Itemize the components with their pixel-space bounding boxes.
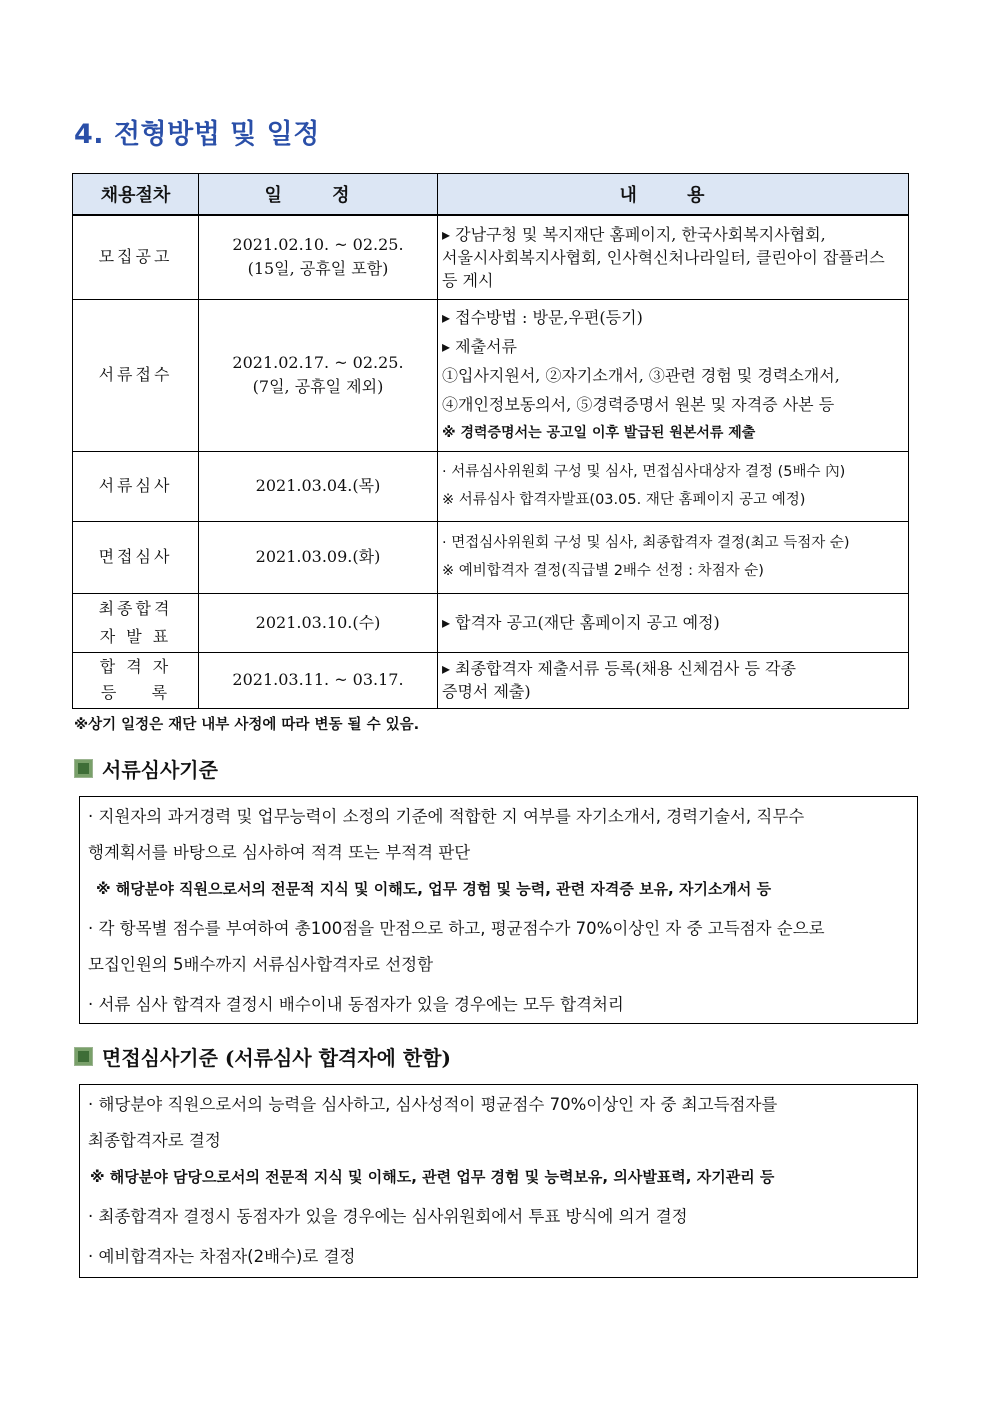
date-line: 2021.03.11. ~ 03.17. (232, 670, 404, 689)
criteria-line: 최종합격자로 결정 (88, 1131, 221, 1150)
interview-review-box (79, 1084, 918, 1278)
schedule-table (72, 173, 909, 709)
content-line: · 서류심사위원회 구성 및 심사, 면접심사대상자 결정 (5배수 內) (442, 464, 846, 480)
step-line: 합 격 자 (99, 657, 172, 676)
content-note: ※ 경력증명서는 공고일 이후 발급된 원본서류 제출 (442, 424, 756, 441)
content-cell (438, 521, 909, 593)
content-line: ※ 서류심사 합격자발표(03.05. 재단 홈페이지 공고 예정) (442, 492, 806, 508)
interview-review-title: 면접심사기준 (서류심사 합격자에 한함) (102, 1046, 451, 1070)
content-line: ▸ 최종합격자 제출서류 등록(채용 신체검사 등 각종 (442, 659, 796, 678)
date-cell (199, 521, 438, 593)
content-line: ▸ 접수방법 : 방문,우편(등기) (442, 307, 643, 327)
content-cell (438, 299, 909, 451)
criteria-line: · 예비합격자는 차점자(2배수)로 결정 (88, 1247, 356, 1266)
step-cell: 서류접수 (73, 299, 199, 451)
content-cell (438, 451, 909, 521)
table-row (73, 215, 909, 299)
content-line: ▸ 합격자 공고(재단 홈페이지 공고 예정) (442, 613, 720, 632)
table-row (73, 521, 909, 593)
doc-review-heading (74, 754, 218, 783)
step-line: 자 발 표 (99, 626, 172, 646)
content-line: 증명서 제출) (442, 682, 531, 701)
header-content: 내 용 (438, 174, 909, 216)
header-step: 채용절차 (73, 174, 199, 216)
content-line: ①입사지원서, ②자기소개서, ③관련 경험 및 경력소개서, (442, 365, 840, 385)
content-line: ④개인정보동의서, ⑤경력증명서 원본 및 자격증 사본 등 (442, 394, 835, 414)
doc-review-title: 서류심사기준 (102, 758, 218, 782)
date-line: (15일, 공휴일 포함) (247, 259, 389, 279)
criteria-line: · 각 항목별 점수를 부여하여 총100점을 만점으로 하고, 평균점수가 70%이상인 자 중 고득점자 순으로 (88, 919, 825, 938)
criteria-line: · 지원자의 과거경력 및 업무능력이 소정의 기준에 적합한 지 여부를 자기소개서, 경력기술서, 직무수 (88, 807, 805, 826)
doc-review-box (79, 796, 918, 1024)
content-line: 서울시사회복지사협회, 인사혁신처나라일터, 클린아이 잡플러스 (442, 247, 885, 267)
step-line: 등 록 (100, 683, 171, 702)
criteria-line: · 최종합격자 결정시 동점자가 있을 경우에는 심사위원회에서 투표 방식에 의거 결정 (88, 1207, 688, 1226)
content-cell (438, 652, 909, 708)
date-cell (199, 451, 438, 521)
date-line: 2021.03.09.(화) (255, 547, 381, 566)
header-schedule: 일 정 (199, 174, 438, 216)
date-line: (7일, 공휴일 제외) (252, 377, 384, 396)
criteria-note: ※ 해당분야 담당으로서의 전문적 지식 및 이해도, 관련 업무 경험 및 능력보유, 의사발표력, 자기관리 등 (90, 1168, 775, 1186)
step-cell (73, 593, 199, 652)
criteria-line: 모집인원의 5배수까지 서류심사합격자로 선정함 (88, 955, 434, 974)
table-row (73, 593, 909, 652)
date-line: 2021.03.10.(수) (255, 612, 381, 632)
content-line: ▸ 제출서류 (442, 336, 517, 356)
content-line: ※ 예비합격자 결정(직급별 2배수 선정 : 차점자 순) (442, 563, 764, 579)
square-bullet-icon (74, 759, 93, 778)
square-bullet-icon (74, 1047, 93, 1066)
section-title: 4. 전형방법 및 일정 (74, 119, 320, 150)
schedule-note: ※상기 일정은 재단 내부 사정에 따라 변동 될 수 있음. (74, 717, 420, 733)
date-line: 2021.02.10. ~ 02.25. (232, 235, 404, 255)
table-row (73, 299, 909, 451)
date-line: 2021.03.04.(목) (255, 476, 381, 495)
date-cell (199, 215, 438, 299)
date-line: 2021.02.17. ~ 02.25. (232, 353, 404, 372)
table-header-row (73, 174, 909, 216)
date-cell (199, 299, 438, 451)
date-cell (199, 593, 438, 652)
content-cell (438, 593, 909, 652)
table-row (73, 652, 909, 708)
table-row (73, 451, 909, 521)
step-cell: 모집공고 (73, 215, 199, 299)
content-line: · 면접심사위원회 구성 및 심사, 최종합격자 결정(최고 득점자 순) (442, 535, 850, 551)
step-cell: 서류심사 (73, 451, 199, 521)
date-cell (199, 652, 438, 708)
step-cell: 면접심사 (73, 521, 199, 593)
criteria-note: ※ 해당분야 직원으로서의 전문적 지식 및 이해도, 업무 경험 및 능력, 관련 자격증 보유, 자기소개서 등 (96, 880, 772, 898)
criteria-line: · 서류 심사 합격자 결정시 배수이내 동점자가 있을 경우에는 모두 합격처리 (88, 995, 624, 1014)
criteria-line: 행계획서를 바탕으로 심사하여 적격 또는 부적격 판단 (88, 843, 471, 862)
content-cell (438, 215, 909, 299)
step-line: 최종합격 (98, 598, 173, 618)
step-cell (73, 652, 199, 708)
interview-review-heading (74, 1042, 451, 1071)
content-line: 등 게시 (442, 270, 494, 290)
criteria-line: · 해당분야 직원으로서의 능력을 심사하고, 심사성적이 평균점수 70%이상인 자 중 최고득점자를 (88, 1095, 778, 1114)
content-line: ▸ 강남구청 및 복지재단 홈페이지, 한국사회복지사협회, (442, 224, 826, 244)
